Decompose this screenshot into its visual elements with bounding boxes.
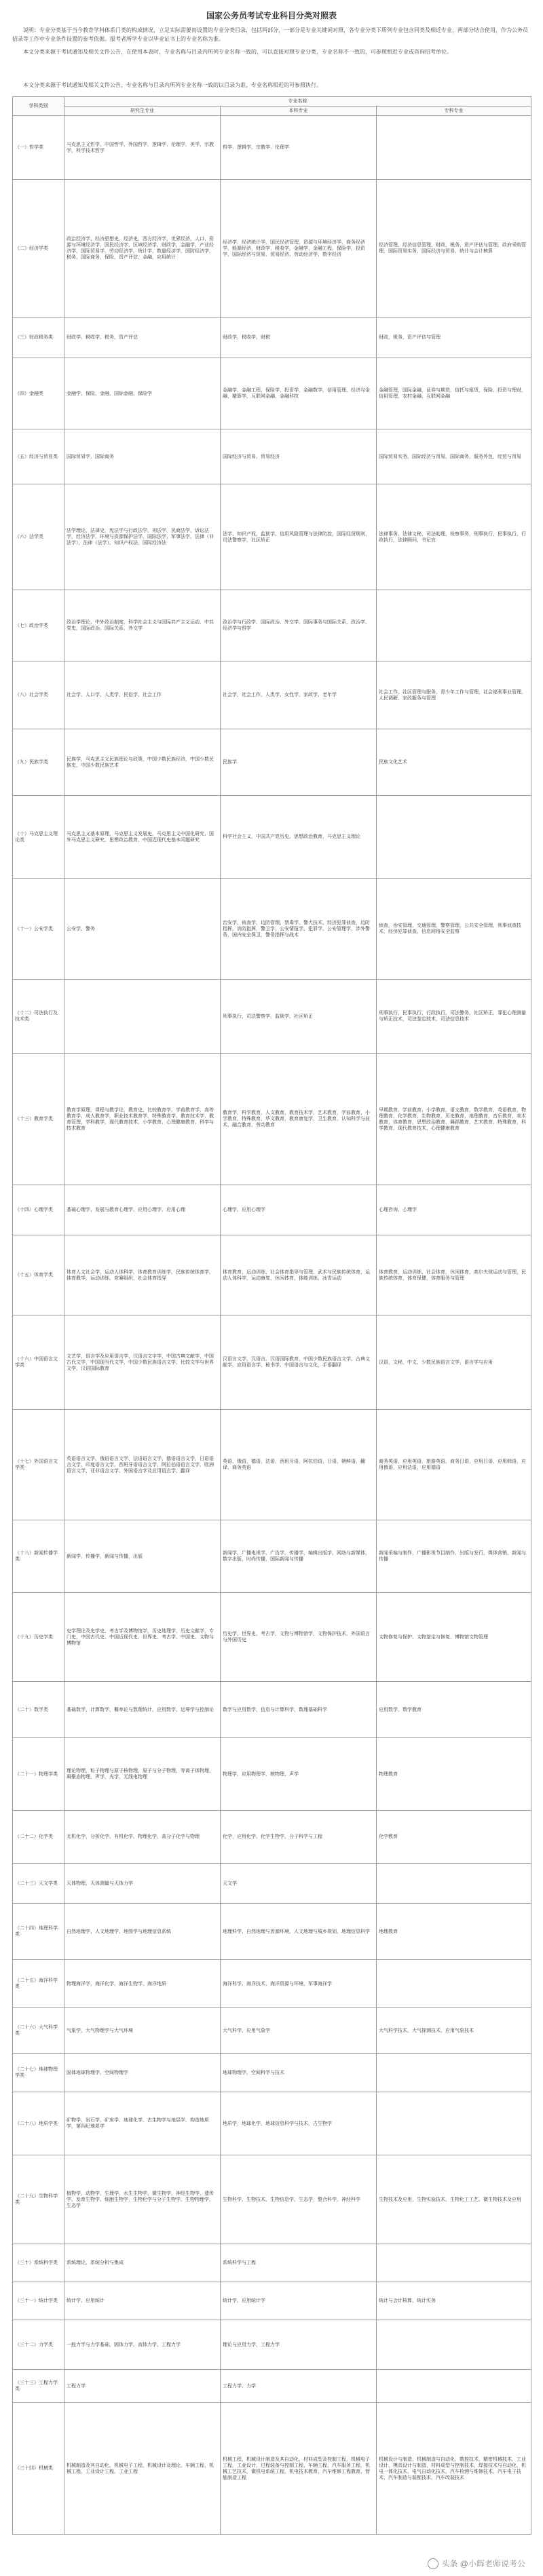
row-grad-majors: 教育学原理，课程与教学论，教育史，比较教育学，学前教育学，高等教育学，成人教育学，职业技术教育学，特殊教育学，教育技术学，教育管理，学科教学，现代教育技术，小学教育，心理健康教育，科学与技术教育 <box>64 1054 221 1185</box>
header-assoc: 专科专业 <box>377 107 531 116</box>
row-bach-majors: 财政学，税收学，财税 <box>221 318 377 358</box>
row-category: （二十七）地球物理学类 <box>13 2054 64 2092</box>
row-grad-majors: 天体物理，天体测量与天体力学 <box>64 1864 221 1904</box>
row-grad-majors: 马克思主义基本原理，马克思主义发展史，马克思主义中国化研究，国外马克思主义研究，思想政治教育，中国近现代史基本问题研究 <box>64 796 221 879</box>
intro-paragraph-2: 本文分类来源于考试通知及相关文件公告，在使用本表时，专业名称与目录内所列专业名称一致的，可以直接对照专业分类，专业名称不一致的，可参照相近专业或咨询招考单位。 <box>23 49 452 55</box>
row-bach-majors: 海洋科学，海洋技术，海洋资源与环境，军事海洋学 <box>221 1960 377 2008</box>
table-row <box>13 661 531 729</box>
row-category: （十六）中国语言文学类 <box>13 1315 64 1410</box>
row-bach-majors: 金融学，金融工程，保险学，投资学，金融数学，信用管理，经济与金融，精算学，互联网金融，金融科技 <box>221 358 377 429</box>
row-bach-majors: 数学与应用数学，信息与计算科学，数理基础科学 <box>221 1682 377 1738</box>
row-category: （二十一）物理学类 <box>13 1738 64 1811</box>
table-row <box>13 1520 531 1593</box>
table-row <box>13 484 531 590</box>
table-row <box>13 796 531 879</box>
table-row <box>13 180 531 318</box>
row-bach-majors: 地质学，地球化学，地球信息科学与技术，古生物学 <box>221 2092 377 2155</box>
row-bach-majors: 体育教育，运动训练，社会体育指导与管理，武术与民族传统体育，运动人体科学，运动康复，休闲体育，体能训练，冰雪运动 <box>221 1235 377 1315</box>
row-category: （二十）数学类 <box>13 1682 64 1738</box>
table-row <box>13 429 531 484</box>
table-row <box>13 358 531 429</box>
row-grad-majors: 基础数学，计算数学，概率论与数理统计，应用数学，运筹学与控制论 <box>64 1682 221 1738</box>
row-assoc-majors: 商务英语，应用英语，旅游英语，商务日语，应用日语，应用韩语，应用俄语，应用法语，应用德语 <box>377 1410 531 1520</box>
table-row <box>13 2092 531 2155</box>
table-body <box>13 116 531 2535</box>
row-assoc-majors <box>377 2320 531 2370</box>
row-bach-majors: 英语，俄语，德语，法语，西班牙语，阿拉伯语，日语，朝鲜语，翻译，商务英语 <box>221 1410 377 1520</box>
row-bach-majors: 理论与应用力学，工程力学 <box>221 2320 377 2370</box>
table-row <box>13 1864 531 1904</box>
row-assoc-majors <box>377 2054 531 2092</box>
row-category: （十五）体育学类 <box>13 1235 64 1315</box>
row-grad-majors: 马克思主义哲学，中国哲学，外国哲学，逻辑学，伦理学，美学，宗教学，科学技术哲学 <box>64 116 221 180</box>
table-row <box>13 2282 531 2320</box>
row-assoc-majors <box>377 1864 531 1904</box>
row-assoc-majors: 新闻采编与制作，广播影视节目制作，出版与发行，媒体营销，新闻与传播 <box>377 1520 531 1593</box>
row-grad-majors: 文艺学，语言学及应用语言学，汉语言文字学，中国古典文献学，中国古代文学，中国现当代文学，中国少数民族语言文学，比较文学与世界文学，汉语国际教育 <box>64 1315 221 1410</box>
table-row <box>13 1682 531 1738</box>
row-assoc-majors: 侦查，治安管理，交通管理，警察管理，公共安全管理，刑事侦查技术，经济犯罪侦查，信息网络安全监察 <box>377 879 531 980</box>
row-category: （三十四）机械类 <box>13 2403 64 2535</box>
table-row <box>13 1315 531 1410</box>
row-category: （二十八）地质学类 <box>13 2092 64 2155</box>
row-category: （三十二）力学类 <box>13 2320 64 2370</box>
row-bach-majors: 历史学，世界史，考古学，文物与博物馆学，文物保护技术，外国语言与外国历史 <box>221 1593 377 1682</box>
row-assoc-majors: 地理教育 <box>377 1904 531 1960</box>
header-category: 学科类别 <box>13 97 64 116</box>
row-assoc-majors: 物理教育 <box>377 1738 531 1811</box>
row-bach-majors: 物理学，应用物理学，核物理，声学 <box>221 1738 377 1811</box>
row-assoc-majors: 心理咨询，心理学 <box>377 1185 531 1235</box>
row-assoc-majors: 应用数学，数学教育 <box>377 1682 531 1738</box>
row-bach-majors: 政治学与行政学，国际政治，外交学，国际事务与国际关系，政治学、经济学与哲学 <box>221 590 377 661</box>
table-row <box>13 2320 531 2370</box>
row-assoc-majors: 刑事执行，民事执行，行政执行，司法警务，社区矫正，罪犯心理测量与矫正技术，司法鉴定技术，司法信息技术 <box>377 980 531 1054</box>
row-assoc-majors <box>377 1960 531 2008</box>
row-category: （十四）心理学类 <box>13 1185 64 1235</box>
row-grad-majors: 理论物理，粒子物理与原子核物理，原子与分子物理，等离子体物理，凝聚态物理，声学，光学，无线电物理 <box>64 1738 221 1811</box>
row-category: （二十四）地理科学类 <box>13 1904 64 1960</box>
row-category: （二十五）海洋科学类 <box>13 1960 64 2008</box>
row-assoc-majors: 汉语，文秘，中文，少数民族语言文学，语言学与应用 <box>377 1315 531 1410</box>
row-bach-majors: 教育学，科学教育，人文教育，教育技术学，艺术教育，学前教育，小学教育，特殊教育，华文教育，教育康复学，卫生教育，认知科学与技术，融合教育，劳动教育 <box>221 1054 377 1185</box>
watermark-icon <box>428 2558 438 2569</box>
table-row <box>13 318 531 358</box>
table-row <box>13 2054 531 2092</box>
table-row <box>13 1054 531 1185</box>
row-grad-majors: 工程力学 <box>64 2370 221 2403</box>
row-category: （三十三）工程力学类 <box>13 2370 64 2403</box>
row-bach-majors: 法学，知识产权，监狱学，信用风险管理与法律防控，国际经贸规则，司法警察学，社区矫正 <box>221 484 377 590</box>
row-bach-majors: 天文学 <box>221 1864 377 1904</box>
row-category: （二十三）天文学类 <box>13 1864 64 1904</box>
row-assoc-majors: 文物修复与保护，文物鉴定与修复，博物馆文物管理 <box>377 1593 531 1682</box>
row-grad-majors: 统计学，应用统计 <box>64 2282 221 2320</box>
table-row <box>13 2155 531 2244</box>
row-bach-majors: 汉语言文学，汉语言，汉语国际教育，中国少数民族语言文学，古典文献学，应用语言学，秘书学，中国语言与文化，手语翻译 <box>221 1315 377 1410</box>
table-row <box>13 1185 531 1235</box>
row-assoc-majors: 民族文化艺术 <box>377 729 531 796</box>
watermark-text: 头条 @小辉老师说考公 <box>441 2559 525 2569</box>
row-assoc-majors <box>377 2370 531 2403</box>
intro-paragraph-1: 说明：专业分类基于当今教育学科体系门类的构成情况，立足实际需要而设置的专业分类目录，包括两部分，一部分是专业关键词对照，各专业分类下所列专业包含同类及相近专业，两部分结合使用，作为公务员招录等工作中专业条件设置的参考依据。报考者所学专业以毕业证书上的专业名称为准。 <box>12 27 528 42</box>
row-category: （九）民族学类 <box>13 729 64 796</box>
row-grad-majors: 自然地理学，人文地理学，地图学与地理信息系统 <box>64 1904 221 1960</box>
row-assoc-majors: 社会工作，社区管理与服务，青少年工作与管理，社会福利事业管理，人民调解，家政服务与管理 <box>377 661 531 729</box>
row-grad-majors: 史学理论及史学史，考古学及博物馆学，历史地理学，历史文献学，专门史，中国古代史，中国近现代史，世界史，考古学，中国史，文物与博物馆 <box>64 1593 221 1682</box>
row-category: （七）政治学类 <box>13 590 64 661</box>
row-grad-majors: 金融学，保险，金融，国际金融，保险学 <box>64 358 221 429</box>
table-row <box>13 729 531 796</box>
row-grad-majors: 公安学，警务 <box>64 879 221 980</box>
row-grad-majors: 体育人文社会学，运动人体科学，体育教育训练学，民族传统体育学，体育教学，运动训练，竞赛组织，社会体育指导 <box>64 1235 221 1315</box>
row-bach-majors: 系统科学与工程 <box>221 2244 377 2282</box>
row-grad-majors: 政治学理论，中外政治制度，科学社会主义与国际共产主义运动，中共党史，国际政治，国际关系，外交学 <box>64 590 221 661</box>
row-assoc-majors <box>377 116 531 180</box>
row-category: （十三）教育学类 <box>13 1054 64 1185</box>
row-bach-majors: 国际经济与贸易，贸易经济 <box>221 429 377 484</box>
row-grad-majors: 机械制造及其自动化，机械电子工程，机械设计及理论，车辆工程，机械工程，工业设计工程，工业工程 <box>64 2403 221 2535</box>
row-bach-majors: 新闻学，广播电视学，广告学，传播学，编辑出版学，网络与新媒体，数字出版，时尚传播，国际新闻与传播 <box>221 1520 377 1593</box>
table-row <box>13 590 531 661</box>
row-grad-majors: 英语语言文学，俄语语言文学，法语语言文学，德语语言文学，日语语言文学，印度语言文学，西班牙语语言文学，阿拉伯语语言文学，欧洲语言文学，亚非语言文学，外国语言学及应用语言学，翻译 <box>64 1410 221 1520</box>
row-category: （十八）新闻传播学类 <box>13 1520 64 1593</box>
row-category: （十七）外国语言文学类 <box>13 1410 64 1520</box>
row-assoc-majors <box>377 590 531 661</box>
row-bach-majors: 刑事执行，司法警察学，监狱学，社区矫正 <box>221 980 377 1054</box>
row-assoc-majors: 机械设计与制造，机械制造与自动化，数控技术，精密机械技术，工业设计，模具设计与制造，材料成型与控制技术，焊接技术与自动化，机电一体化技术，电气自动化技术，汽车检测与维修技术，汽车电子技术，汽车制造与装配技术，汽车改装技术 <box>377 2403 531 2535</box>
row-bach-majors: 机械工程，机械设计制造及其自动化，材料成型及控制工程，机械电子工程，工业设计，过程装备与控制工程，车辆工程，汽车服务工程，机械工艺技术，微机电系统工程，机电技术教育，汽车维修工程教育，智能制造工程 <box>221 2403 377 2535</box>
row-grad-majors: 固体地球物理学，空间物理学 <box>64 2054 221 2092</box>
row-assoc-majors <box>377 2092 531 2155</box>
row-assoc-majors: 体育教育，运动训练，社会体育，休闲体育，高尔夫球运动与管理，民族传统体育，体育保健，体育服务与管理 <box>377 1235 531 1315</box>
doc-title: 国家公务员考试专业科目分类对照表 <box>206 11 337 20</box>
table-header-row <box>13 97 531 107</box>
row-bach-majors: 治安学，侦查学，边防管理，禁毒学，警犬技术，经济犯罪侦查，边防指挥，消防指挥，警卫学，公安情报学，犯罪学，公安管理学，涉外警务，国内安全保卫，警务指挥与战术 <box>221 879 377 980</box>
header-majors: 专业名称 <box>64 97 531 107</box>
note-text: 本文分类来源于考试通知及相关文件公告，专业名称与目录内所列专业名称一致的以目录为准，专业名称相近的可参照执行。 <box>23 82 322 88</box>
row-category: （三十）系统科学类 <box>13 2244 64 2282</box>
table-row <box>13 2244 531 2282</box>
row-assoc-majors: 法律事务，法律文秘，司法助理，检察事务，刑事执行，民事执行，行政执行，法律顾问，书记官 <box>377 484 531 590</box>
header-grad: 研究生专业 <box>64 107 221 116</box>
row-category: （二十六）大气科学类 <box>13 2008 64 2054</box>
row-assoc-majors <box>377 2244 531 2282</box>
table-row <box>13 2008 531 2054</box>
row-bach-majors: 哲学，逻辑学，宗教学，伦理学 <box>221 116 377 180</box>
row-assoc-majors: 化学教育 <box>377 1811 531 1864</box>
row-category: （十）马克思主义理论类 <box>13 796 64 879</box>
row-bach-majors: 地理科学，自然地理与资源环境，人文地理与城乡规划，地理信息科学 <box>221 1904 377 1960</box>
row-grad-majors: 物理海洋学，海洋化学，海洋生物学，海洋地质 <box>64 1960 221 2008</box>
table-row <box>13 1811 531 1864</box>
row-grad-majors: 新闻学，传播学，新闻与传播，出版 <box>64 1520 221 1593</box>
row-bach-majors: 大气科学，应用气象学 <box>221 2008 377 2054</box>
row-category: （三）财政税务类 <box>13 318 64 358</box>
table-row <box>13 1904 531 1960</box>
row-grad-majors: 民族学，马克思主义民族理论与政策，中国少数民族经济，中国少数民族史，中国少数民族艺术 <box>64 729 221 796</box>
table-row <box>13 1738 531 1811</box>
major-table-wrapper <box>12 96 531 2535</box>
row-grad-majors <box>64 980 221 1054</box>
row-bach-majors: 经济学，经济统计学，国民经济管理，资源与环境经济学，商务经济学，能源经济，财政学，税收学，金融学，金融工程，保险学，投资学，国际经济与贸易，贸易经济，劳动经济学，数字经济 <box>221 180 377 318</box>
row-bach-majors: 统计学，应用统计学 <box>221 2282 377 2320</box>
table-row <box>13 879 531 980</box>
row-assoc-majors: 生物技术及应用，生物实验技术，生物化工工艺，微生物技术及应用 <box>377 2155 531 2244</box>
intro-text <box>12 26 531 60</box>
row-bach-majors: 工程力学，力学 <box>221 2370 377 2403</box>
row-grad-majors: 系统理论，系统分析与集成 <box>64 2244 221 2282</box>
row-assoc-majors <box>377 796 531 879</box>
row-bach-majors: 地球物理学，空间科学与技术 <box>221 2054 377 2092</box>
row-assoc-majors: 财政，税务，资产评估与管理 <box>377 318 531 358</box>
table-row <box>13 1410 531 1520</box>
row-grad-majors: 无机化学，分析化学，有机化学，物理化学，高分子化学与物理 <box>64 1811 221 1864</box>
row-category: （十一）公安学类 <box>13 879 64 980</box>
table-row <box>13 2403 531 2535</box>
row-category: （二十二）化学类 <box>13 1811 64 1864</box>
table-row <box>13 2370 531 2403</box>
row-grad-majors: 一般力学与力学基础，固体力学，流体力学，工程力学 <box>64 2320 221 2370</box>
row-bach-majors: 社会学，社会工作，人类学，女性学，家政学，老年学 <box>221 661 377 729</box>
row-category: （六）法学类 <box>13 484 64 590</box>
row-assoc-majors: 统计与会计核算，统计实务 <box>377 2282 531 2320</box>
row-bach-majors: 生物科学，生物技术，生物信息学，生态学，整合科学，神经科学 <box>221 2155 377 2244</box>
table-row <box>13 980 531 1054</box>
row-bach-majors: 民族学 <box>221 729 377 796</box>
row-category: （三十一）统计学类 <box>13 2282 64 2320</box>
row-bach-majors: 化学，应用化学，化学生物学，分子科学与工程 <box>221 1811 377 1864</box>
table-row <box>13 116 531 180</box>
table-subheader-row <box>13 107 531 116</box>
row-category: （四）金融类 <box>13 358 64 429</box>
row-grad-majors: 政治经济学，经济思想史，经济史，西方经济学，世界经济，人口、资源与环境经济学，国民经济学，区域经济学，财政学，金融学，产业经济学，国际贸易学，劳动经济学，统计学，数量经济学，国防经济学，税务，国际商务，保险，资产评估，金融，应用统计 <box>64 180 221 318</box>
table-row <box>13 1960 531 2008</box>
row-grad-majors: 气象学，大气物理学与大气环境 <box>64 2008 221 2054</box>
watermark <box>428 2558 525 2569</box>
row-grad-majors: 财政学，税收学，税务，资产评估 <box>64 318 221 358</box>
row-grad-majors: 社会学，人口学，人类学，民俗学，社会工作 <box>64 661 221 729</box>
row-category: （一）哲学类 <box>13 116 64 180</box>
row-assoc-majors: 早期教育，学前教育，小学教育，语文教育，数学教育，英语教育，物理教育，化学教育，生物教育，历史教育，地理教育，音乐教育，美术教育，体育教育，思想政治教育，舞蹈教育，艺术教育，特殊教育，科学教育，现代教育技术，心理健康教育 <box>377 1054 531 1185</box>
row-category: （十二）司法执行及技术类 <box>13 980 64 1054</box>
table-row <box>13 1593 531 1682</box>
major-classification-table <box>12 96 531 2535</box>
row-assoc-majors: 经济管理，经济信息管理，财政，税务，资产评估与管理，政府采购管理，国际贸易实务，国际经济与贸易，统计与会计核算 <box>377 180 531 318</box>
row-grad-majors: 矿物学，岩石学，矿床学，地球化学，古生物学与地层学，构造地质学，第四纪地质学 <box>64 2092 221 2155</box>
row-assoc-majors: 金融管理，国际金融，证券与期货，信托与租赁，保险，投资与理财，信用管理，农村金融，互联网金融 <box>377 358 531 429</box>
row-grad-majors: 植物学，动物学，生理学，水生生物学，微生物学，神经生物学，遗传学，发育生物学，细胞生物学，生物化学与分子生物学，生物物理学，生态学 <box>64 2155 221 2244</box>
row-assoc-majors: 国际贸易实务，国际经济与贸易，国际商务，服务外包，经贸与贸易 <box>377 429 531 484</box>
row-category: （五）经济与贸易类 <box>13 429 64 484</box>
row-category: （十九）历史学类 <box>13 1593 64 1682</box>
row-category: （二十九）生物科学类 <box>13 2155 64 2244</box>
row-category: （二）经济学类 <box>13 180 64 318</box>
row-bach-majors: 科学社会主义，中国共产党历史，思想政治教育，马克思主义理论 <box>221 796 377 879</box>
row-grad-majors: 基础心理学，发展与教育心理学，应用心理学，应用心理 <box>64 1185 221 1235</box>
row-assoc-majors: 大气科学技术，大气探测技术，应用气象技术 <box>377 2008 531 2054</box>
row-grad-majors: 国际贸易学，国际商务 <box>64 429 221 484</box>
table-row <box>13 1235 531 1315</box>
header-bach: 本科专业 <box>221 107 377 116</box>
row-grad-majors: 法学理论，法律史，宪法学与行政法学，刑法学，民商法学，诉讼法学，经济法学，环境与资源保护法学，国际法学，军事法学，法律（非法学），法律（法学），知识产权法，国际经济法 <box>64 484 221 590</box>
row-bach-majors: 心理学，应用心理学 <box>221 1185 377 1235</box>
row-category: （八）社会学类 <box>13 661 64 729</box>
